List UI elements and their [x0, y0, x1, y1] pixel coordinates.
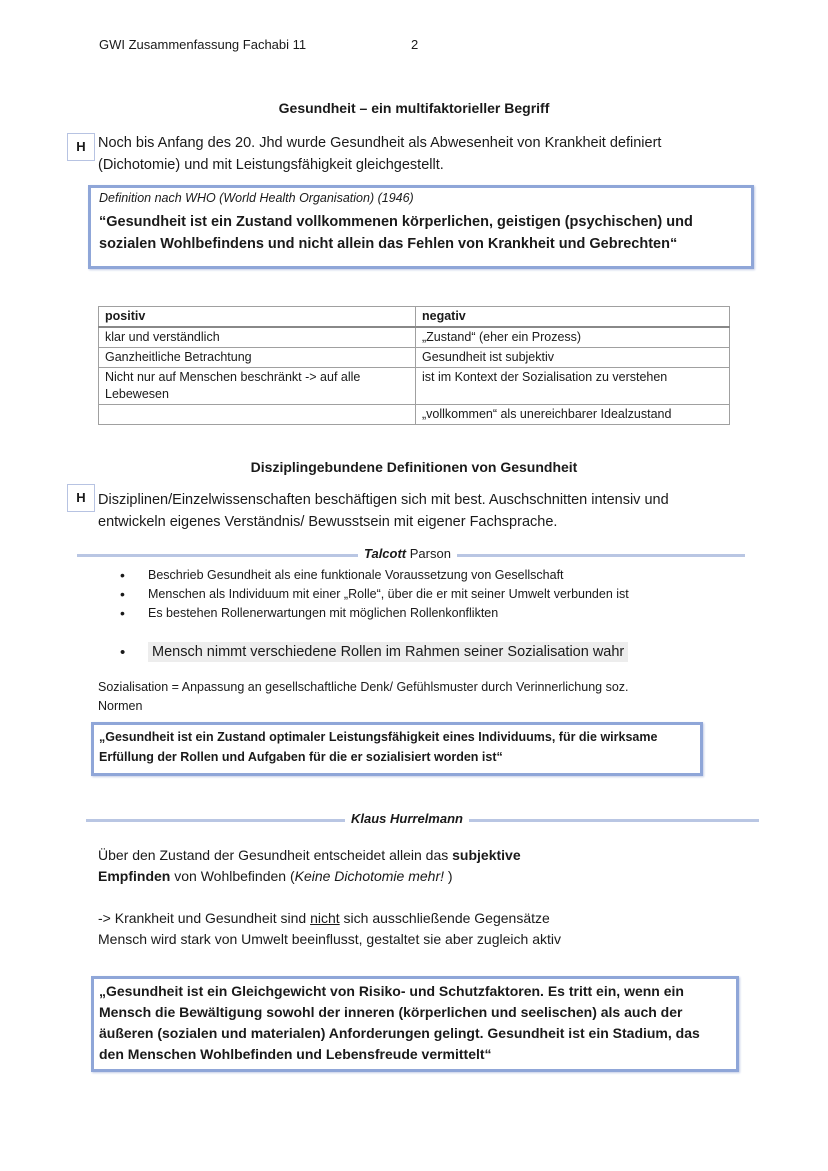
paragraph-line: [98, 845, 561, 866]
list-item: • Menschen als Individuum mit einer „Rolle“, über die er mit seiner Umwelt verbunden ist: [120, 585, 629, 604]
quote-line: “Gesundheit ist ein Zustand vollkommenen körperlichen, geistigen (psychischen) und: [99, 214, 693, 230]
table-row: [99, 348, 730, 368]
section-title-multifaktoriell: Gesundheit – ein multifaktorieller Begriff: [278, 100, 550, 116]
text-span: sich ausschließende Gegensätze: [339, 910, 550, 926]
quote-line: äußeren (sozialen und materialen) Anforderungen gelingt. Gesundheit ist ein Stadium, das: [99, 1025, 700, 1041]
list-item: • Beschrieb Gesundheit als eine funktionale Voraussetzung von Gesellschaft: [120, 566, 629, 585]
paragraph-line: Mensch wird stark von Umwelt beeinflusst, gestaltet sie aber zugleich aktiv: [98, 931, 561, 947]
table-cell: „Zustand“ (eher ein Prozess): [416, 327, 730, 348]
quote-line: den Menschen Wohlbefinden und Lebensfreude vermittelt“: [99, 1046, 492, 1062]
parson-bullet-list: [120, 566, 629, 623]
bold-text: subjektive: [452, 847, 521, 863]
text-span: ): [447, 868, 453, 884]
parson-quote-box: [91, 722, 703, 776]
section-title-disziplingebunden: Disziplingebundene Definitionen von Gesundheit: [250, 459, 578, 475]
blank-line: [98, 887, 561, 908]
disziplin-paragraph: [98, 489, 669, 533]
table-row: [99, 327, 730, 348]
hurrelmann-paragraph: [98, 845, 561, 950]
table-cell: Ganzheitliche Betrachtung: [99, 348, 416, 368]
paragraph-line: [98, 908, 561, 929]
text-span: von Wohlbefinden (: [170, 868, 295, 884]
who-source: Definition nach WHO (World Health Organisation) (1946): [99, 191, 414, 205]
marker-h-box: H: [67, 133, 95, 161]
column-header-positiv: positiv: [99, 307, 416, 328]
quote-line: sozialen Wohlbefindens und nicht allein das Fehlen von Krankheit und Gebrechten“: [99, 236, 678, 252]
table-cell: ist im Kontext der Sozialisation zu verstehen: [416, 368, 730, 405]
column-header-negativ: negativ: [416, 307, 730, 328]
table-header-row: [99, 307, 730, 328]
intro-line: Noch bis Anfang des 20. Jhd wurde Gesundheit als Abwesenheit von Krankheit definiert: [98, 135, 662, 151]
hurrelmann-quote-box: [91, 976, 739, 1072]
pro-contra-table: [98, 306, 730, 425]
intro-paragraph: [98, 132, 661, 176]
quote-line: Mensch die Bewältigung sowohl der inneren (körperlichen und seelischen) als auch der: [99, 1004, 683, 1020]
parson-last-name: Parson: [406, 546, 451, 561]
text-span: -> Krankheit und Gesundheit sind: [98, 910, 311, 926]
marker-h-box: H: [67, 484, 95, 512]
parson-heading: [358, 546, 457, 561]
paragraph-line: Disziplinen/Einzelwissenschaften beschäftigen sich mit best. Auschschnitten intensiv und: [98, 492, 669, 508]
quote-line: „Gesundheit ist ein Gleichgewicht von Risiko- und Schutzfaktoren. Es tritt ein, wenn ein: [99, 983, 684, 999]
parson-first-name: Talcott: [364, 546, 407, 561]
page-number: 2: [411, 37, 419, 52]
italic-text: Keine Dichotomie mehr!: [294, 868, 448, 884]
definition-line: Normen: [98, 699, 143, 713]
table-cell: Gesundheit ist subjektiv: [416, 348, 730, 368]
who-definition-box: [88, 185, 754, 269]
table-cell: Nicht nur auf Menschen beschränkt -> auf alle Lebewesen: [99, 368, 416, 405]
table-row: [99, 405, 730, 425]
underlined-text: nicht: [310, 910, 340, 926]
table-cell: „vollkommen“ als unereichbarer Idealzustand: [416, 405, 730, 425]
table-cell: [99, 405, 416, 425]
highlighted-text: Mensch nimmt verschiedene Rollen im Rahmen seiner Sozialisation wahr: [148, 642, 628, 662]
paragraph-line: entwickeln eigenes Verständnis/ Bewusstsein mit eigener Fachsprache.: [98, 514, 558, 530]
table-cell: klar und verständlich: [99, 327, 416, 348]
who-quote: [99, 211, 743, 255]
paragraph-line: [98, 866, 561, 887]
highlighted-list-item: [120, 642, 628, 662]
text-span: Über den Zustand der Gesundheit entscheidet allein das: [98, 847, 453, 863]
list-item: • Es bestehen Rollenerwartungen mit möglichen Rollenkonflikten: [120, 604, 629, 623]
document-header-title: GWI Zusammenfassung Fachabi 11: [99, 37, 307, 52]
sozialisation-definition: [98, 678, 629, 716]
quote-line: Erfüllung der Rollen und Aufgaben für die er sozialisiert worden ist“: [99, 750, 503, 764]
table-row: [99, 368, 730, 405]
definition-line: Sozialisation = Anpassung an gesellschaftliche Denk/ Gefühlsmuster durch Verinnerlichung soz.: [98, 680, 629, 694]
bullet-icon: •: [120, 644, 126, 661]
intro-line: (Dichotomie) und mit Leistungsfähigkeit gleichgestellt.: [98, 157, 444, 173]
bold-text: Empfinden: [98, 868, 171, 884]
hurrelmann-heading: Klaus Hurrelmann: [345, 811, 469, 826]
quote-line: „Gesundheit ist ein Zustand optimaler Leistungsfähigkeit eines Individuums, für die wirksame: [99, 730, 658, 744]
